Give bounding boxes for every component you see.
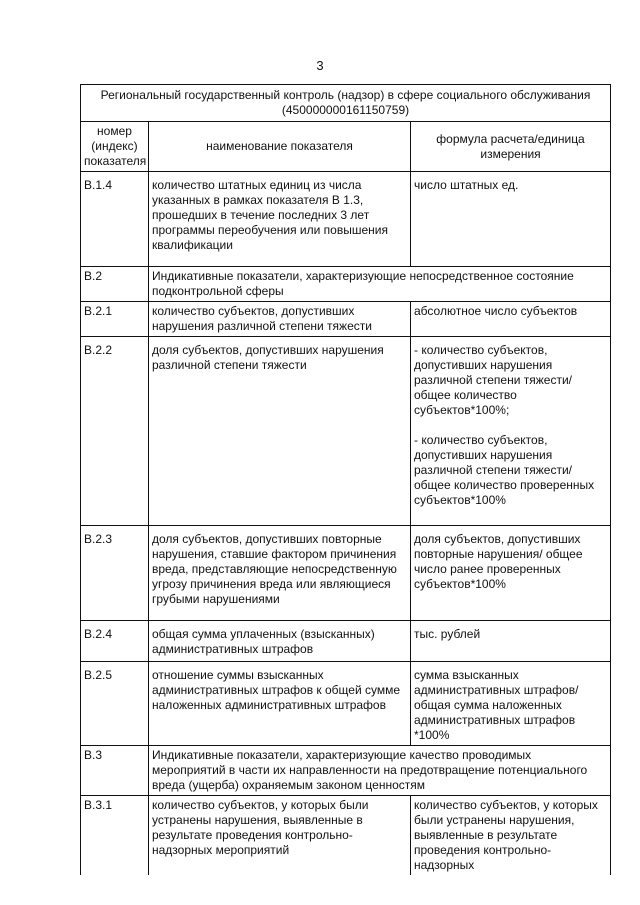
row-index: B.2.1 (81, 302, 149, 337)
row-name: отношение суммы взысканных административных штрафов к общей сумме наложенных административных штрафов (149, 662, 411, 746)
page-number: 3 (316, 58, 324, 73)
row-index: B.2.3 (81, 526, 149, 621)
group-title: Индикативные показатели, характеризующие качество проводимых мероприятий в части их направленности на предотвращение потенциального вреда (ущерба) охраняемым законом ценностям (149, 746, 611, 796)
table-header-row (81, 122, 611, 172)
row-index: B.3 (81, 746, 149, 796)
table-row (81, 337, 611, 526)
row-formula: сумма взысканных административных штрафов/ общая сумма наложенных административных штрафов *100% (411, 662, 611, 746)
row-formula: тыс. рублей (411, 621, 611, 662)
row-name: доля субъектов, допустивших повторные нарушения, ставшие фактором причинения вреда, представляющие непосредственную угрозу причинения вреда или являющиеся грубыми нарушениями (149, 526, 411, 621)
table-row (81, 796, 611, 876)
row-index: B.1.4 (81, 172, 149, 267)
row-formula: абсолютное число субъектов (411, 302, 611, 337)
row-formula: - количество субъектов, допустивших нарушения различной степени тяжести/общее количество субъектов*100%; - количество субъектов, допустивших нарушения различной степени тяжести/общее количество проверенных субъектов*100% (411, 337, 611, 526)
table-row (81, 621, 611, 662)
table-group-row (81, 746, 611, 796)
table-row (81, 662, 611, 746)
table-row (81, 172, 611, 267)
table-group-row (81, 267, 611, 302)
indicators-table (80, 84, 611, 875)
table-title-row (81, 85, 611, 122)
row-formula: количество субъектов, у которых были устранены нарушения, выявленные в результате проведения контрольно-надзорных (411, 796, 611, 876)
row-index: B.2.5 (81, 662, 149, 746)
table-title: Региональный государственный контроль (надзор) в сфере социального обслуживания (450000000161150759) (81, 85, 611, 122)
row-index: B.2.2 (81, 337, 149, 526)
table-row (81, 302, 611, 337)
header-index: номер (индекс) показателя (81, 122, 149, 172)
row-formula: доля субъектов, допустивших повторные нарушения/ общее число ранее проверенных субъектов*100% (411, 526, 611, 621)
group-title: Индикативные показатели, характеризующие непосредственное состояние подконтрольной сферы (149, 267, 611, 302)
header-formula: формула расчета/единица измерения (411, 122, 611, 172)
row-formula: число штатных ед. (411, 172, 611, 267)
row-name: количество субъектов, допустивших нарушения различной степени тяжести (149, 302, 411, 337)
header-name: наименование показателя (149, 122, 411, 172)
row-index: B.2 (81, 267, 149, 302)
row-name: количество штатных единиц из числа указанных в рамках показателя В 1.3, прошедших в течение последних 3 лет программы переобучения или повышения квалификации (149, 172, 411, 267)
table-row (81, 526, 611, 621)
row-index: B.3.1 (81, 796, 149, 876)
row-name: доля субъектов, допустивших нарушения различной степени тяжести (149, 337, 411, 526)
row-index: B.2.4 (81, 621, 149, 662)
row-name: общая сумма уплаченных (взысканных) административных штрафов (149, 621, 411, 662)
row-name: количество субъектов, у которых были устранены нарушения, выявленные в результате проведения контрольно-надзорных мероприятий (149, 796, 411, 876)
